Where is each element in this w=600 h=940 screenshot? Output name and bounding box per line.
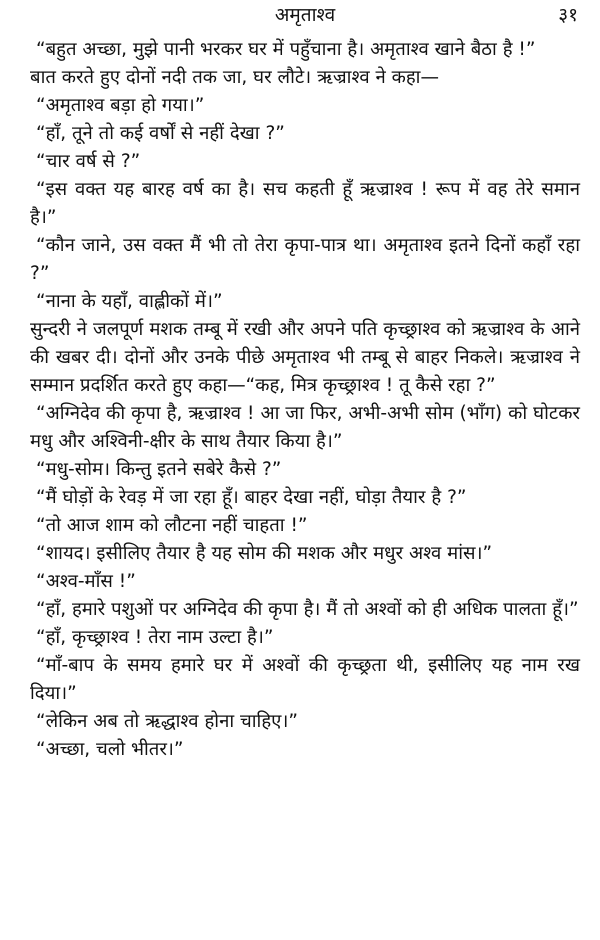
paragraph: “माँ-बाप के समय हमारे घर में अश्वों की कृच्छ्रता थी, इसीलिए यह नाम रख दिया।” [30,655,580,704]
paragraph: सुन्दरी ने जलपूर्ण मशक तम्बू में रखी और अपने पति कृच्छ्राश्व को ऋज्राश्व के आने की खबर दी। दोनों और उनके पीछे अमृताश्व भी तम्बू से बाहर निकले। ऋज्राश्व ने सम्मान प्रदर्शित करते हुए कहा—“कह, मित्र कृच्छ्राश्व ! तू कैसे रहा ?” [30,319,580,396]
paragraph: “अश्व-माँस !” [36,571,136,592]
paragraph: “हाँ, कृच्छ्राश्व ! तेरा नाम उल्टा है।” [36,627,274,648]
page-header [30,0,580,36]
paragraph: “हाँ, तूने तो कई वर्षों से नहीं देखा ?” [36,123,285,144]
paragraph: “मधु-सोम। किन्तु इतने सबेरे कैसे ?” [36,459,282,480]
paragraph: “अमृताश्व बड़ा हो गया।” [36,95,205,116]
paragraph: “कौन जाने, उस वक्त मैं भी तो तेरा कृपा-पात्र था। अमृताश्व इतने दिनों कहाँ रहा ?” [30,235,580,284]
paragraph: “नाना के यहाँ, वाह्लीकों में।” [36,291,223,312]
page-number: ३१ [558,4,578,26]
paragraph: “बहुत अच्छा, मुझे पानी भरकर घर में पहुँचाना है। अमृताश्व खाने बैठा है !” [36,39,536,60]
paragraph: “इस वक्त यह बारह वर्ष का है। सच कहती हूँ ऋज्राश्व ! रूप में वह तेरे समान है।” [30,179,580,228]
paragraph: “शायद। इसीलिए तैयार है यह सोम की मशक और मधुर अश्व मांस।” [36,543,493,564]
paragraph: बात करते हुए दोनों नदी तक जा, घर लौटे। ऋज्राश्व ने कहा— [30,67,439,88]
paragraph: “मैं घोड़ों के रेवड़ में जा रहा हूँ। बाहर देखा नहीं, घोड़ा तैयार है ?” [36,487,467,508]
paragraph: “चार वर्ष से ?” [36,151,141,172]
paragraph: “अग्निदेव की कृपा है, ऋज्राश्व ! आ जा फिर, अभी-अभी सोम (भाँग) को घोटकर मधु और अश्विनी-क्षीर के साथ तैयार किया है।” [30,403,580,452]
paragraph: “अच्छा, चलो भीतर।” [36,739,184,760]
paragraph: “तो आज शाम को लौटना नहीं चाहता !” [36,515,308,536]
paragraph: “लेकिन अब तो ऋद्धाश्व होना चाहिए।” [36,711,298,732]
paragraph: “हाँ, हमारे पशुओं पर अग्निदेव की कृपा है। मैं तो अश्वों को ही अधिक पालता हूँ।” [36,599,579,620]
running-title: अमृताश्व [274,4,336,26]
body-text [30,36,580,764]
